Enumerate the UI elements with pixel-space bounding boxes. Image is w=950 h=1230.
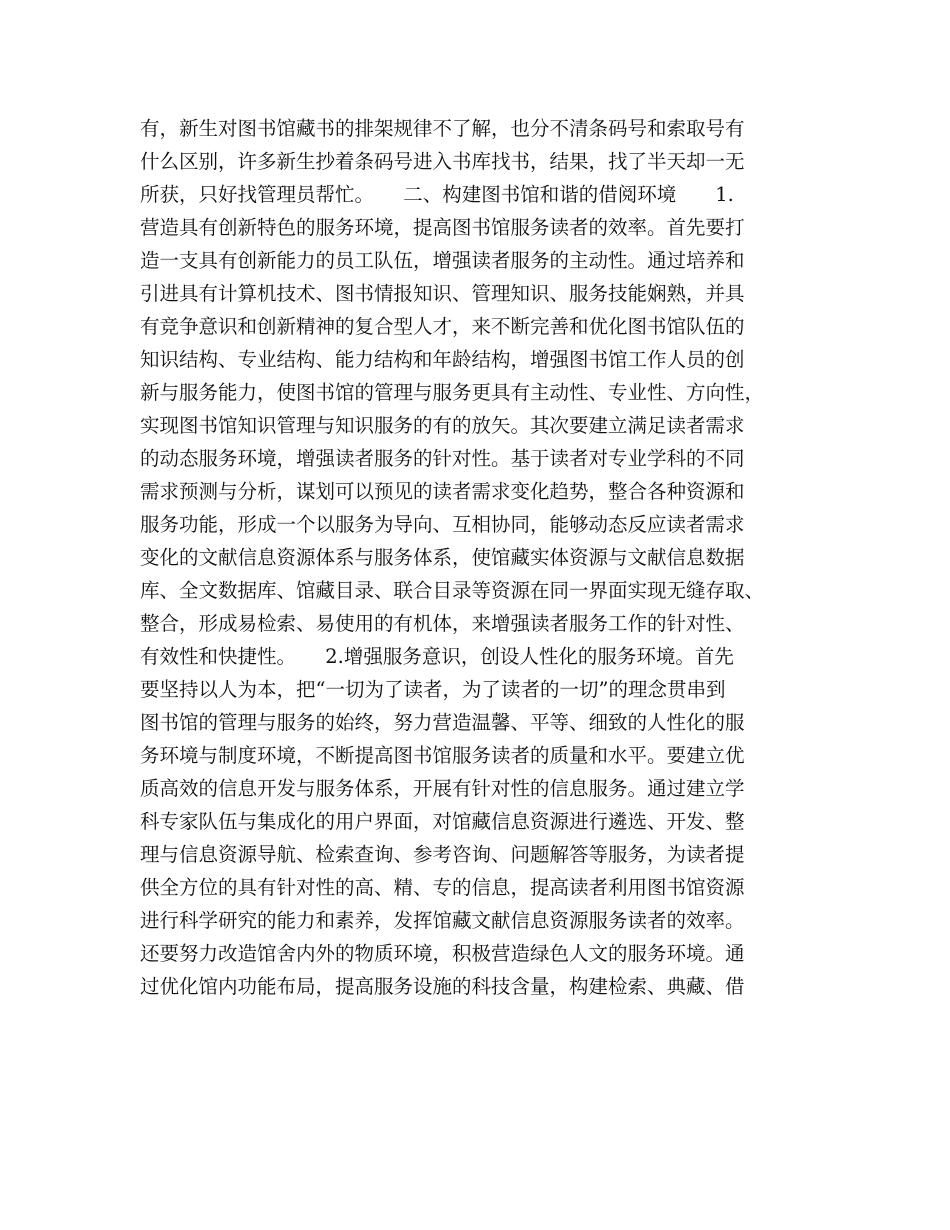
text-line: 实现图书馆知识管理与知识服务的有的放矢。其次要建立满足读者需求 [140, 414, 745, 437]
text-line: 引进具有计算机技术、图书情报知识、管理知识、服务技能娴熟，并具 [140, 282, 745, 305]
text-line: 变化的文献信息资源体系与服务体系，使馆藏实体资源与文献信息数据 [140, 546, 745, 569]
body-text [140, 112, 820, 1003]
text-line: 过优化馆内功能布局，提高服务设施的科技含量，构建检索、典藏、借 [140, 975, 745, 998]
text-line: 理与信息资源导航、检索查询、参考咨询、问题解答等服务，为读者提 [140, 843, 745, 866]
text-line: 有，新生对图书馆藏书的排架规律不了解，也分不清条码号和索取号有 [140, 117, 745, 140]
text-line: 什么区别，许多新生抄着条码号进入书库找书，结果，找了半天却一无 [140, 150, 745, 173]
text-line: 要坚持以人为本，把“一切为了读者，为了读者的一切”的理念贯串到 [140, 678, 726, 701]
text-line: 服务功能，形成一个以服务为导向、互相协同，能够动态反应读者需求 [140, 513, 745, 536]
text-line: 有竞争意识和创新精神的复合型人才，来不断完善和优化图书馆队伍的 [140, 315, 745, 338]
text-line: 库、全文数据库、馆藏目录、联合目录等资源在同一界面实现无缝存取、 [140, 579, 765, 602]
text-line: 所获，只好找管理员帮忙。 二、构建图书馆和谐的借阅环境 1. [140, 183, 734, 206]
text-line: 进行科学研究的能力和素养，发挥馆藏文献信息资源服务读者的效率。 [140, 909, 745, 932]
text-line: 营造具有创新特色的服务环境，提高图书馆服务读者的效率。首先要打 [140, 216, 745, 239]
text-line: 还要努力改造馆舍内外的物质环境，积极营造绿色人文的服务环境。通 [140, 942, 745, 965]
text-line: 有效性和快捷性。 2.增强服务意识，创设人性化的服务环境。首先 [140, 645, 734, 668]
text-line: 新与服务能力，使图书馆的管理与服务更具有主动性、专业性、方向性， [140, 381, 765, 404]
text-line: 科专家队伍与集成化的用户界面，对馆藏信息资源进行遴选、开发、整 [140, 810, 745, 833]
text-line: 知识结构、专业结构、能力结构和年龄结构，增强图书馆工作人员的创 [140, 348, 745, 371]
text-line: 图书馆的管理与服务的始终，努力营造温馨、平等、细致的人性化的服 [140, 711, 745, 734]
text-line: 需求预测与分析，谋划可以预见的读者需求变化趋势，整合各种资源和 [140, 480, 745, 503]
text-line: 质高效的信息开发与服务体系，开展有针对性的信息服务。通过建立学 [140, 777, 745, 800]
text-line: 供全方位的具有针对性的高、精、专的信息，提高读者利用图书馆资源 [140, 876, 745, 899]
text-line: 整合，形成易检索、易使用的有机体，来增强读者服务工作的针对性、 [140, 612, 745, 635]
text-line: 造一支具有创新能力的员工队伍，增强读者服务的主动性。通过培养和 [140, 249, 745, 272]
text-line: 务环境与制度环境，不断提高图书馆服务读者的质量和水平。要建立优 [140, 744, 745, 767]
text-line: 的动态服务环境，增强读者服务的针对性。基于读者对专业学科的不同 [140, 447, 745, 470]
